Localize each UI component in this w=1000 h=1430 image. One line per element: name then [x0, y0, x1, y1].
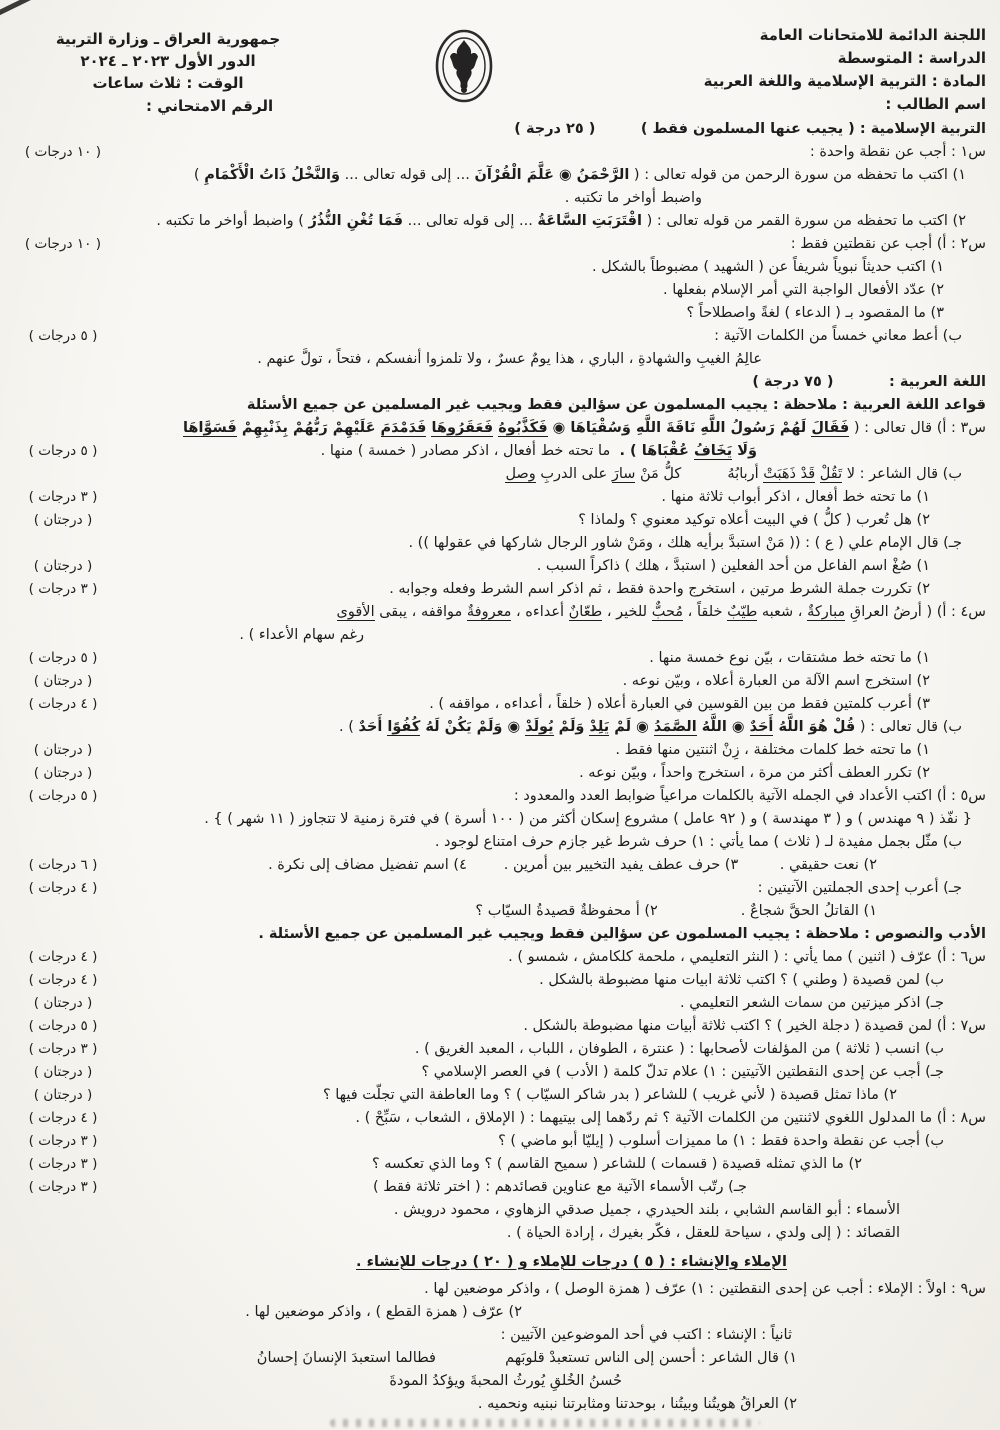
underlined-word: فَسَوَّاهَا [182, 420, 237, 436]
exam-line [0, 302, 992, 325]
line-text: س٥ : أ) اكتب الأعداد في الجمله الآتية بالكلمات مراعياً ضوابط العدد والمعدود : [513, 788, 986, 804]
exam-line [0, 969, 992, 992]
text-segment: أعداءه ، [511, 604, 569, 620]
marks-label: ( ٤ درجات ) [28, 880, 98, 896]
line-text: رغم سهام الأعداء ) . [239, 627, 364, 643]
marks-label: ( درجتان ) [33, 1064, 93, 1080]
text-segment: قُلْ هُوَ اللَّهُ [773, 719, 856, 735]
text-segment: ◉ اللَّهُ [696, 719, 750, 735]
text-segment: ، شعبه [757, 604, 808, 620]
line-text: حُسنُ الخُلقِ يُورثُ المحبةَ ويؤكدُ المودةَ [389, 1373, 622, 1389]
exam-line [0, 1061, 992, 1084]
student-name-label: اسم الطالب : [885, 95, 986, 113]
exam-line [0, 624, 992, 647]
exam-line [0, 1199, 992, 1222]
exam-line [0, 256, 992, 279]
exam-line [0, 1222, 992, 1245]
exam-line [0, 1130, 992, 1153]
exam-line [0, 1301, 992, 1324]
marks-label: ( ٣ درجات ) [28, 1133, 98, 1149]
text-segment: ◉ لَمْ [609, 719, 654, 735]
exam-line [0, 1324, 992, 1347]
study-line: الدراسة : المتوسطة [837, 49, 986, 67]
line-text: ٣) أعرب كلمتين فقط من بين القوسين في العبارة أعلاه ( خلقاً ، أعداءه ، مواقفه ) . [429, 696, 930, 712]
scan-bottom-artifact [330, 1419, 760, 1427]
line-text: قواعد اللغة العربية : ملاحظة : يجيب المسلمون عن سؤالين فقط ويجيب غير المسلمين عن جميع الأسئلة [246, 397, 986, 413]
exam-line [0, 279, 992, 302]
text-segment: مواقفه ، يبقى [374, 604, 467, 620]
line-text: س٨ : أ) ما المدلول اللغوي لاثنتين من الكلمات الآتية ؟ ثم ردّهما إلى بيتيهما : ( الإملاق ، الشعاب ، سَبِّحْ ) . [355, 1110, 986, 1126]
exam-line [0, 1084, 992, 1107]
line-text: ب) مثّل بجمل مفيدة لـ ( ثلاث ) مما يأتي : ١) حرف شرط غير جازم حرف امتناع لوجود . [434, 834, 962, 850]
line-text: س٢ : أ) أجب عن نقطتين فقط : [790, 236, 986, 252]
line-text: ٢) ما الذي تمثله قصيدة ( قسمات ) للشاعر ( سميح القاسم ) ؟ وما الذي تعكسه ؟ [371, 1156, 862, 1172]
line-text: ب) أعط معاني خمساً من الكلمات الآتية : [714, 328, 962, 344]
exam-line [0, 1278, 992, 1301]
text-segment: اقْتَرَبَتِ السَّاعَةُ [537, 213, 642, 229]
text-segment: الرَّحْمَنُ ◉ عَلَّمَ الْقُرْآنَ [474, 167, 630, 183]
exam-line [0, 762, 992, 785]
text-segment: ما تحته خط أفعال ، اذكر مصادر ( خمسة ) منها . [320, 443, 620, 459]
exam-line [0, 1347, 992, 1370]
marks-label: ( ٥ درجات ) [28, 788, 98, 804]
marks-label: ( درجتان ) [33, 512, 93, 528]
line-text: ١) ما تحته خط كلمات مختلفة ، زِنْ اثنتين منها فقط . [615, 742, 930, 758]
text-segment: ) . [339, 719, 359, 735]
exam-line [0, 1251, 992, 1274]
exam-line [0, 1176, 992, 1199]
marks-label: ( ٥ درجات ) [28, 328, 98, 344]
exam-line [0, 371, 992, 394]
line-text: جـ) قال الإمام علي ( ع ) : (( مَنْ استبدَّ برأيه هلك ، ومَنْ شاور الرجال شاركها في عقولها )) . [408, 535, 962, 551]
text-segment: ٢) اكتب ما تحفظه من سورة القمر من قوله تعالى : ( [641, 213, 966, 229]
exam-line [0, 785, 992, 808]
marks-label: ( درجتان ) [33, 673, 93, 689]
line-text: ٢) العراقُ هويتُنا وبيتُنا ، بوحدتنا ومثابرتنا نبنيه ونحميه . [477, 1396, 797, 1412]
marks-label: ( درجتان ) [33, 558, 93, 574]
text-segment: ◉ وَلَمْ يَكُنْ لَهُ [420, 719, 526, 735]
exam-line [0, 187, 992, 210]
marks-label: ( ١٠ درجات ) [24, 236, 102, 252]
exam-line [0, 578, 992, 601]
line-text: س١ : أجب عن نقطة واحدة : [809, 144, 986, 160]
exam-line [0, 601, 992, 624]
marks-label: ( درجتان ) [33, 1087, 93, 1103]
underlined-word: سارَ [611, 466, 636, 482]
marks-label: ( درجتان ) [33, 765, 93, 781]
text-segment: س٣ : أ) قال تعالى : ( [849, 420, 986, 436]
time-line: الوقت : ثلاث ساعات [92, 74, 244, 92]
line-text: س٩ : اولاً : الإملاء : أجب عن إحدى النقطتين : ١) عرّف ( همزة الوصل ) ، واذكر موضعين لها . [424, 1281, 986, 1297]
line-text: الإملاء والإنشاء : ( ٥ ) درجات للإملاء و ( ٢٠ ) درجات للإنشاء . [356, 1254, 787, 1270]
line-text: ٢) ماذا تمثل قصيدة ( لأني غريب ) للشاعر ( بدر شاكر السيّاب ) ؟ وما العاطفة التي تجلّت فيها ؟ [322, 1087, 897, 1103]
line-text [126, 601, 992, 624]
exam-line [0, 739, 992, 762]
line-text: الأسماء : أبو القاسم الشابي ، بلند الحيدري ، جميل صدقي الزهاوي ، محمود درويش . [393, 1202, 900, 1218]
exam-line [0, 831, 992, 854]
text-segment: ... إلى قوله تعالى ... [403, 213, 538, 229]
exam-line [0, 670, 992, 693]
exam-line [0, 532, 992, 555]
marks-label: ( ٣ درجات ) [28, 1041, 98, 1057]
marks-label: ( ٣ درجات ) [28, 489, 98, 505]
header-left-block [28, 28, 308, 117]
exam-line [0, 463, 992, 486]
line-text: س٦ : أ) عرّف ( اثنين ) مما يأتي : ( النثر التعليمي ، ملحمة كلكامش ، شمسو ) . [508, 949, 986, 965]
marks-label: ( ١٠ درجات ) [24, 144, 102, 160]
exam-line [0, 555, 992, 578]
exam-line [0, 417, 992, 440]
marks-label: ( ٥ درجات ) [28, 1018, 98, 1034]
underlined-word: مباركةٌ [807, 604, 846, 620]
text-segment: ١) اكتب ما تحفظه من سورة الرحمن من قوله تعالى : ( [629, 167, 966, 183]
text-segment: ) [193, 167, 205, 183]
line-text: ٢) تكرر العطف أكثر من مرة ، استخرج واحداً ، وبيّن نوعه . [579, 765, 930, 781]
line-text: ١) ما تحته خط أفعال ، اذكر أبواب ثلاثة منها . [661, 489, 930, 505]
exam-line [0, 1107, 992, 1130]
text-segment: أربابُهُ كلُّ مَنْ [635, 466, 764, 482]
exam-line [0, 1393, 992, 1416]
line-text [126, 210, 992, 233]
line-text: الأدب والنصوص : ملاحظة : يجيب المسلمون عن سؤالين فقط ويجيب غير المسلمين عن جميع الأسئلة . [258, 926, 986, 942]
text-segment: على الدربِ [535, 466, 612, 482]
marks-label: ( ٣ درجات ) [28, 581, 98, 597]
marks-label: ( درجتان ) [33, 742, 93, 758]
line-text: واضبط أواخر ما تكتبه . [564, 190, 702, 206]
underlined-word: فَعَقَرُوهَا [431, 420, 494, 436]
line-text: ٢) استخرج اسم الآلة من العبارة أعلاه ، وبيّن نوعه . [622, 673, 930, 689]
line-text [126, 463, 992, 486]
marks-label: ( درجتان ) [33, 995, 93, 1011]
text-segment: عَلَيْهِمْ رَبُّهُمْ بِذَنْبِهِمْ [236, 420, 381, 436]
underlined-word: الصَّمَدُ [653, 719, 697, 735]
underlined-word: طعّانٌ [568, 604, 603, 620]
exam-line [0, 141, 992, 164]
underlined-word: يُولَدْ [525, 719, 554, 735]
scan-corner-artifact [0, 0, 38, 19]
text-segment: وَلَمْ [553, 719, 590, 735]
underlined-word: الأقوى [336, 604, 375, 620]
country-line: جمهورية العراق ـ وزارة التربية [55, 30, 281, 48]
underlined-word: مُحبٌّ [651, 604, 684, 620]
exam-line [0, 877, 992, 900]
line-text: ب) انسب ( ثلاثة ) من المؤلفات لأصحابها : ( عنترة ، الطوفان ، اللباب ، المعبد الغريق ) . [414, 1041, 944, 1057]
text-segment: عُقْبَاهَا ) . [619, 443, 694, 459]
line-text: التربية الإسلامية : ( يجيب عنها المسلمون فقط ) ( ٢٥ درجة ) [514, 121, 986, 137]
marks-label: ( ٦ درجات ) [28, 857, 98, 873]
exam-line [0, 992, 992, 1015]
marks-label: ( ٣ درجات ) [28, 1156, 98, 1172]
header-right-block [704, 24, 986, 116]
line-text [126, 164, 992, 187]
exam-line [0, 1370, 992, 1393]
subject-line: المادة : التربية الإسلامية واللغة العربية [703, 72, 986, 90]
line-text: ٢) عرّف ( همزة القطع ) ، واذكر موضعين لها . [245, 1304, 522, 1320]
underlined-word: أَحَدٌ [749, 719, 774, 735]
text-segment: فَمَا تُغْنِ النُّذُرُ [308, 213, 403, 229]
exam-body [0, 118, 992, 1416]
exam-line [0, 118, 992, 141]
text-segment: خلقاً ، [683, 604, 728, 620]
marks-label: ( ٤ درجات ) [28, 949, 98, 965]
underlined-word: قَدْ ذَهَبَتْ [763, 466, 816, 482]
text-segment: وَالنَّخْلُ ذَاتُ الْأَكْمَامِ [204, 167, 341, 183]
exam-line [0, 348, 992, 371]
exam-line [0, 1153, 992, 1176]
exam-line [0, 440, 992, 463]
exam-line [0, 325, 992, 348]
line-text: جـ) أعرب إحدى الجملتين الآتيتين : [757, 880, 962, 896]
text-segment: ) واضبط أواخر ما تكتبه . [156, 213, 309, 229]
exam-line [0, 808, 992, 831]
line-text: ٢) نعت حقيقي . ٣) حرف عطف يفيد التخيير بين أمرين . ٤) اسم تفضيل مضاف إلى نكرة . [268, 857, 877, 873]
text-segment: لَهُمْ رَسُولُ اللَّهِ نَاقَةَ اللَّهِ وَسُقْيَاهَا ◉ [547, 420, 812, 436]
underlined-word: فَكَذَّبُوهُ [498, 420, 548, 436]
exam-line [0, 1038, 992, 1061]
line-text: اللغة العربية : ( ٧٥ درجة ) [752, 374, 986, 390]
line-text: س٧ : أ) لمن قصيدة ( دجلة الخير ) ؟ اكتب ثلاثة أبيات منها مضبوطة بالشكل . [523, 1018, 986, 1034]
text-segment: ... إلى قوله تعالى ... [340, 167, 475, 183]
line-text: ٢) هل تُعرب ( كلُّ ) في البيت أعلاه توكيد معنوي ؟ ولماذا ؟ [578, 512, 930, 528]
marks-label: ( ٥ درجات ) [28, 650, 98, 666]
exam-line [0, 923, 992, 946]
marks-label: ( ٤ درجات ) [28, 696, 98, 712]
underlined-word: يَخَافُ [693, 443, 733, 459]
line-text [126, 716, 992, 739]
exam-line [0, 394, 992, 417]
underlined-word: فَدَمْدَمَ [380, 420, 427, 436]
line-text: ١) القاتلُ الحقَّ شجاعٌ . ٢) أ محفوظةٌ قصيدةُ السيّاب ؟ [475, 903, 877, 919]
text-segment: ب) قال الشاعر : لا [842, 466, 962, 482]
marks-label: ( ٤ درجات ) [28, 972, 98, 988]
underlined-word: كُفُوًا [387, 719, 421, 735]
line-text: جـ) رتّب الأسماء الآتية مع عناوين قصائدهم : ( اختر ثلاثة فقط ) [373, 1179, 747, 1195]
text-segment: للخير ، [602, 604, 652, 620]
line-text: { نفّذ ( ٩ مهندس ) و ( ٣ مهندسة ) و ( ٩٢ عامل ) مشروع إسكان أكثر من ( ١٠٠ أسرة ) في فترة زمنية لا تتجاوز ( ١١ شهر ) } . [204, 811, 972, 827]
exam-line [0, 210, 992, 233]
line-text: جـ) اذكر ميزتين من سمات الشعر التعليمي . [680, 995, 944, 1011]
marks-label: ( ٥ درجات ) [28, 443, 98, 459]
underlined-word: فَقَالَ [811, 420, 850, 436]
line-text: ١) ما تحته خط مشتقات ، بيّن نوع خمسة منها . [649, 650, 930, 666]
exam-line [0, 946, 992, 969]
line-text: ٣) ما المقصود بـ ( الدعاء ) لغةً واصطلاحاً ؟ [686, 305, 944, 321]
exam-line [0, 1015, 992, 1038]
underlined-word: يَلِدْ [589, 719, 610, 735]
underlined-word: وصل [505, 466, 536, 482]
line-text: ١) قال الشاعر : أحسن إلى الناس تستعبدْ قلوبَهم فطالما استعبدَ الإنسانَ إحسانُ [256, 1350, 797, 1366]
line-text: ١) اكتب حديثاً نبوياً شريفاً عن ( الشهيد ) مضبوطاً بالشكل . [591, 259, 944, 275]
line-text [126, 417, 992, 440]
line-text: ب) لمن قصيدة ( وطني ) ؟ اكتب ثلاثة ابيات منها مضبوطة بالشكل . [539, 972, 944, 988]
line-text: ب) أجب عن نقطة واحدة فقط : ١) ما مميزات أسلوب ( إيليّا أبو ماضي ) ؟ [498, 1133, 944, 1149]
line-text: عالِمُ الغيبِ والشهادةِ ، الباري ، هذا يومٌ عسرٌ ، ولا تلمزوا أنفسكم ، فتحاً ، تولَّ عنهم . [257, 351, 762, 367]
line-text: ٢) عدّد الأفعال الواجبة التي أمر الإسلام بفعلها . [663, 282, 944, 298]
committee-line: اللجنة الدائمة للامتحانات العامة [759, 26, 986, 44]
exam-line [0, 486, 992, 509]
underlined-word: تَقُلْ [819, 466, 843, 482]
exam-line [0, 647, 992, 670]
exam-line [0, 716, 992, 739]
exam-number-label: الرقم الامتحاني : [146, 97, 274, 115]
exam-line [0, 164, 992, 187]
line-text [126, 440, 992, 463]
text-segment: ب) قال تعالى : ( [855, 719, 962, 735]
marks-label: ( ٣ درجات ) [28, 1179, 98, 1195]
exam-line [0, 900, 992, 923]
line-text: القصائد : ( إلى ولدي ، سياحة للعقل ، فكّر بغيرك ، إرادة الحياة ) . [506, 1225, 900, 1241]
exam-line [0, 509, 992, 532]
underlined-word: معروفةٌ [466, 604, 512, 620]
exam-line [0, 854, 992, 877]
text-segment: أَحَدٌ [358, 719, 388, 735]
underlined-word: طيّبٌ [727, 604, 758, 620]
line-text: ٢) تكررت جملة الشرط مرتين ، استخرج واحدة فقط ، ثم اذكر اسم الشرط وفعله وجوابه . [389, 581, 930, 597]
ministry-seal-logo [434, 28, 494, 106]
text-segment: س٤ : أ) ( أرضُ العراقِ [845, 604, 986, 620]
round-line: الدور الأول ٢٠٢٣ ـ ٢٠٢٤ [80, 52, 256, 70]
line-text: ١) صُغْ اسم الفاعل من أحد الفعلين ( استبدَّ ، هلك ) ذاكراً السبب . [536, 558, 930, 574]
exam-line [0, 233, 992, 256]
marks-label: ( ٤ درجات ) [28, 1110, 98, 1126]
text-segment: وَلَا [732, 443, 757, 459]
line-text: جـ) أجب عن إحدى النقطتين الآتيتين : ١) علام تدلّ كلمة ( الأدب ) في العصر الإسلامي ؟ [421, 1064, 944, 1080]
exam-line [0, 693, 992, 716]
line-text: ثانياً : الإنشاء : اكتب في أحد الموضوعين الآتيين : [500, 1327, 792, 1343]
